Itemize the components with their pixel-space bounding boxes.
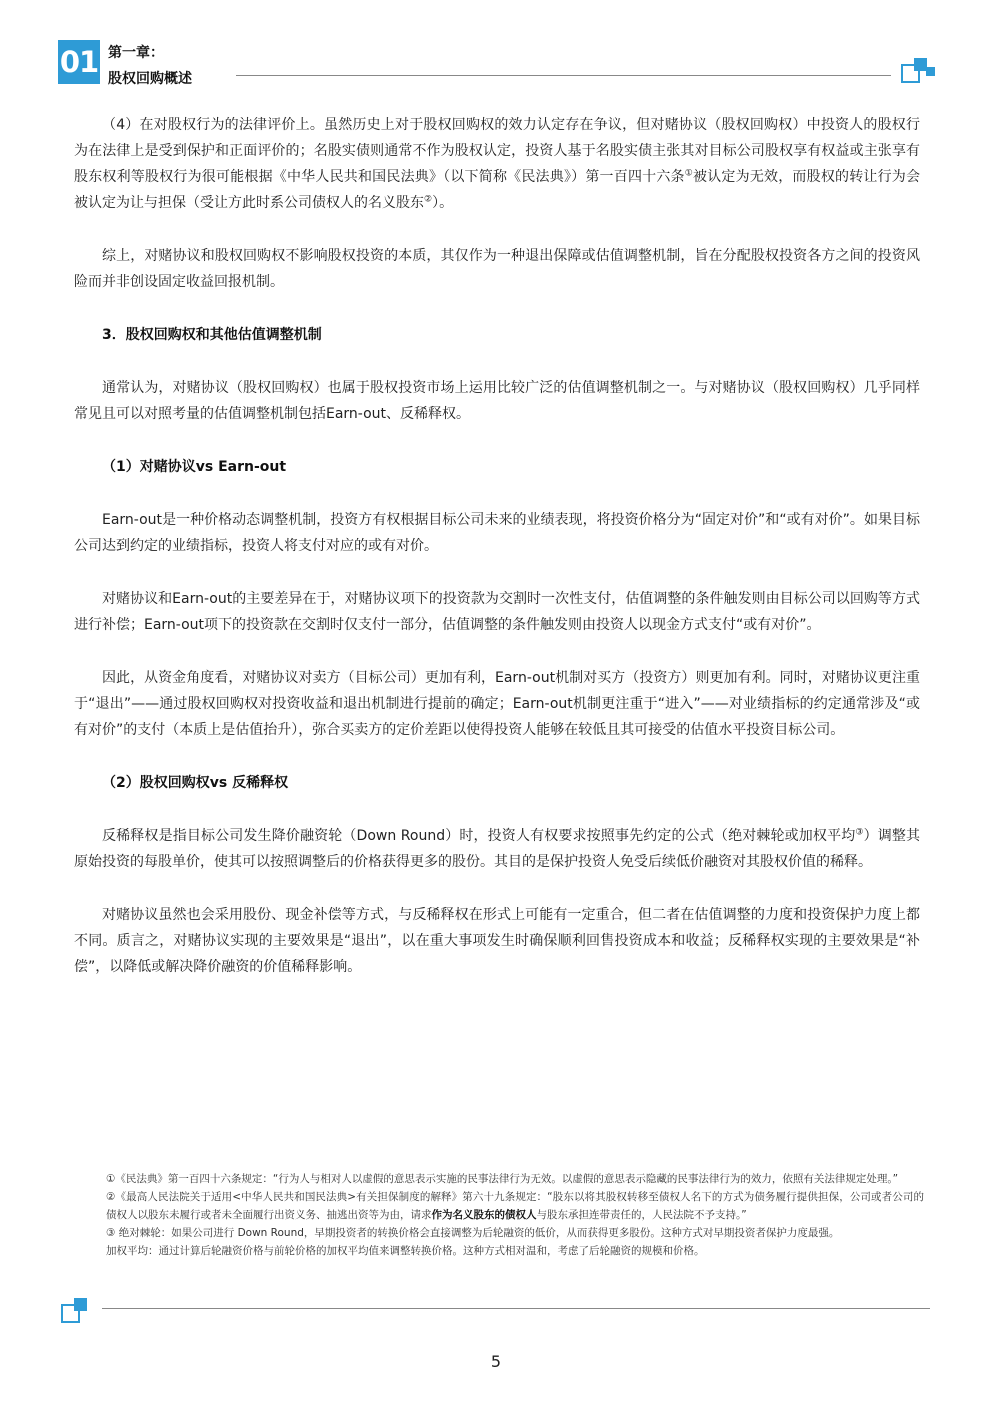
paragraph-earn-out-definition: Earn-out是一种价格动态调整机制，投资方有权根据目标公司未来的业绩表现，将投资价格分为“固定对价”和“或有对价”。如果目标公司达到约定的业绩指标，投资人将支付对应的或有对价。 [74, 512, 920, 554]
corner-squares-icon [58, 1296, 98, 1326]
footnote-4: 加权平均：通过计算后轮融资价格与前轮价格的加权平均值来调整转换价格。这种方式相对温和，考虑了后轮融资的规模和价格。 [106, 1245, 705, 1257]
footnote-3: ③ 绝对棘轮：如果公司进行 Down Round，早期投资者的转换价格会直接调整为后轮融资的低价，从而获得更多股份。这种方式对早期投资者保护力度最强。 [106, 1227, 840, 1239]
subheading-anti-dilution: （2）股权回购权vs 反稀释权 [102, 775, 289, 791]
footnote-1: ①《民法典》第一百四十六条规定：“行为人与相对人以虚假的意思表示实施的民事法律行为无效。以虚假的意思表示隐藏的民事法律行为的效力，依照有关法律规定处理。” [106, 1173, 899, 1185]
header-rule [236, 75, 891, 76]
footnote-2: ②《最高人民法院关于适用<中华人民共和国民法典>有关担保制度的解释》第六十九条规定：“股东以将其股权转移至债权人名下的方式为债务履行提供担保，公司或者公司的债权人以股东未履行或者未全面履行出资义务、抽逃出资等为由，请求作为名义股东的债权人与股东承担连带责任的，人民法院不予支持。” [106, 1191, 924, 1221]
corner-squares-icon [900, 56, 940, 86]
subheading-earn-out: （1）对赌协议vs Earn-out [102, 459, 287, 475]
paragraph-valuation-intro: 通常认为，对赌协议（股权回购权）也属于股权投资市场上运用比较广泛的估值调整机制之一。与对赌协议（股权回购权）几乎同样常见且可以对照考量的估值调整机制包括Earn-out、反稀释权。 [74, 380, 920, 422]
paragraph-earn-out-comparison: 因此，从资金角度看，对赌协议对卖方（目标公司）更加有利，Earn-out机制对买方（投资方）则更加有利。同时，对赌协议更注重于“退出”——通过股权回购权对投资收益和退出机制进行提前的确定；Earn-out机制更注重于“进入”——对业绩指标的约定通常涉及“或有对价”的支付（本质上是估值抬升），弥合买卖方的定价差距以使得投资人能够在较低且其可接受的估值水平投资目标公司。 [74, 670, 920, 738]
main-content [74, 112, 920, 1007]
paragraph-4-legal-evaluation: （4）在对股权行为的法律评价上。虽然历史上对于股权回购权的效力认定存在争议，但对赌协议（股权回购权）中投资人的股权行为在法律上是受到保护和正面评价的；名股实债则通常不作为股权认定，投资人基于名股实债主张其对目标公司股权享有权益或主张享有股东权利等股权行为很可能根据《中华人民共和国民法典》（以下简称《民法典》）第一百四十六条①被认定为无效，而股权的转让行为会被认定为让与担保（受让方此时系公司债权人的名义股东②）。 [74, 117, 921, 211]
page-header [58, 38, 938, 88]
chapter-title: 股权回购概述 [108, 71, 192, 87]
footnotes [106, 1170, 924, 1260]
paragraph-anti-dilution-definition: 反稀释权是指目标公司发生降价融资轮（Down Round）时，投资人有权要求按照事先约定的公式（绝对棘轮或加权平均③）调整其原始投资的每股单价，使其可以按照调整后的价格获得更多的股份。其目的是保护投资人免受后续低价融资对其股权价值的稀释。 [74, 827, 921, 870]
chapter-badge: 01 [58, 40, 100, 84]
paragraph-summary: 综上，对赌协议和股权回购权不影响股权投资的本质，其仅作为一种退出保障或估值调整机制，旨在分配股权投资各方之间的投资风险而并非创设固定收益回报机制。 [74, 248, 920, 290]
chapter-number: 第一章： [108, 45, 164, 61]
paragraph-earn-out-difference: 对赌协议和Earn-out的主要差异在于，对赌协议项下的投资款为交割时一次性支付，估值调整的条件触发则由目标公司以回购等方式进行补偿；Earn-out项下的投资款在交割时仅支付一部分，估值调整的条件触发则由投资人以现金方式支付“或有对价”。 [74, 591, 920, 633]
section-heading-3: 3．股权回购权和其他估值调整机制 [102, 327, 322, 343]
paragraph-anti-dilution-comparison: 对赌协议虽然也会采用股份、现金补偿等方式，与反稀释权在形式上可能有一定重合，但二者在估值调整的力度和投资保护力度上都不同。质言之，对赌协议实现的主要效果是“退出”，以在重大事项发生时确保顺利回售投资成本和收益；反稀释权实现的主要效果是“补偿”，以降低或解决降价融资的价值稀释影响。 [74, 907, 920, 975]
footer-rule [102, 1308, 930, 1309]
page-number: 5 [490, 1352, 502, 1371]
